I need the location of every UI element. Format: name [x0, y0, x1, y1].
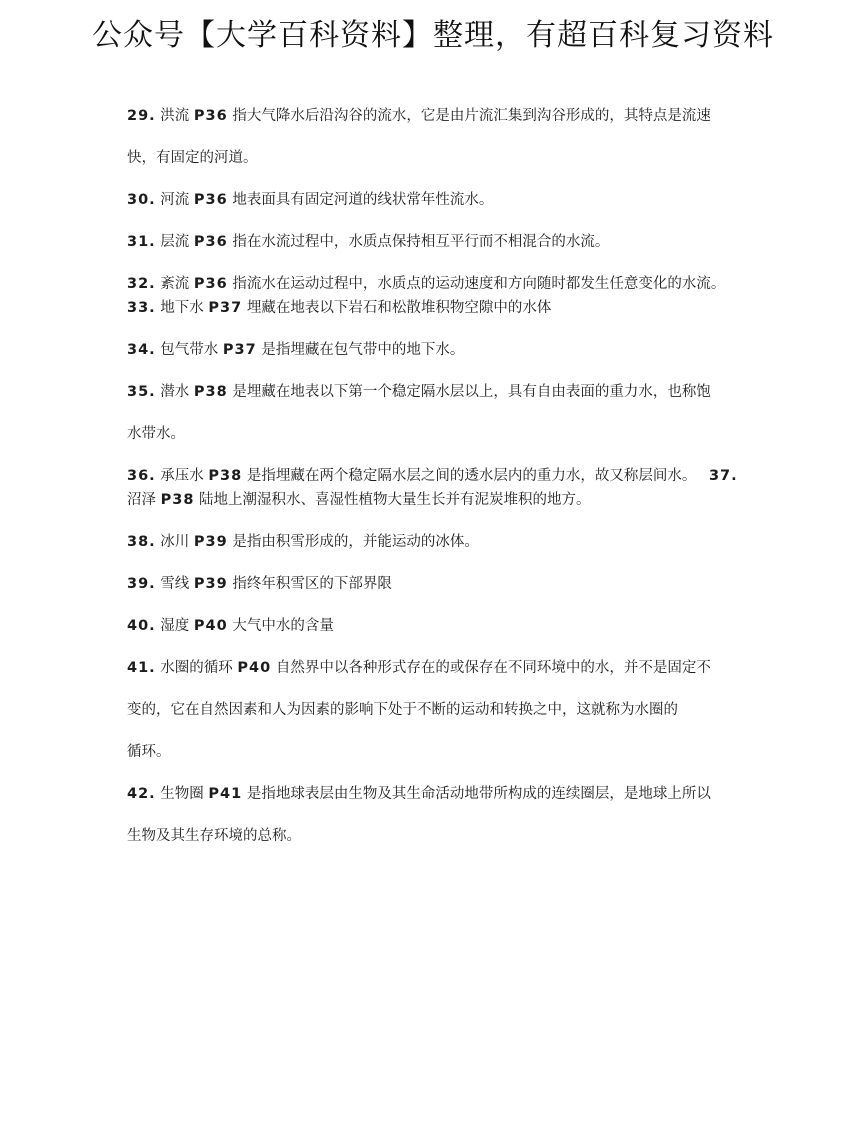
entry-term: 沼泽 [127, 492, 156, 508]
entry-number: 33. [127, 300, 156, 316]
entry-42 [127, 782, 747, 806]
entry-definition: 是指由积雪形成的，并能运动的冰体。 [232, 534, 479, 550]
entry-definition: 是埋藏在地表以下第一个稳定隔水层以上，具有自由表面的重力水，也称饱 [232, 384, 711, 400]
entry-number: 38. [127, 534, 156, 550]
entry-definition: 指大气降水后沿沟谷的流水，它是由片流汇集到沟谷形成的，其特点是流速 [232, 108, 711, 124]
entry-38 [127, 530, 747, 554]
entry-40 [127, 614, 747, 638]
entry-continuation: 变的，它在自然因素和人为因素的影响下处于不断的运动和转换之中，这就称为水圈的 [127, 702, 678, 718]
entry-term: 层流 [160, 234, 190, 250]
entry-32-33 [127, 272, 747, 320]
entry-definition: 大气中水的含量 [232, 618, 334, 634]
entry-definition: 指流水在运动过程中，水质点的运动速度和方向随时都发生任意变化的水流。 [232, 276, 726, 292]
entry-definition: 自然界中以各种形式存在的或保存在不同环境中的水，并不是固定不 [275, 660, 711, 676]
entry-term: 湿度 [160, 618, 190, 634]
entry-page-ref: P39 [193, 534, 228, 550]
entry-term: 水圈的循环 [160, 660, 233, 676]
entry-41 [127, 656, 747, 680]
entry-term: 地下水 [160, 300, 204, 316]
entry-term: 生物圈 [160, 786, 204, 802]
entry-term: 承压水 [160, 468, 204, 484]
entry-term: 雪线 [160, 576, 190, 592]
entry-page-ref: P37 [208, 300, 243, 316]
entry-page-ref: P36 [193, 276, 228, 292]
entry-39 [127, 572, 747, 596]
entry-page-ref: P38 [208, 468, 243, 484]
entry-number: 42. [127, 786, 156, 802]
entry-term: 潜水 [160, 384, 190, 400]
entry-definition: 是指埋藏在包气带中的地下水。 [261, 342, 465, 358]
entry-35 [127, 380, 747, 404]
entry-page-ref: P38 [160, 492, 195, 508]
entry-page-ref: P40 [237, 660, 272, 676]
entry-30 [127, 188, 747, 212]
entry-definition: 是指埋藏在两个稳定隔水层之间的透水层内的重力水，故又称层间水。 [246, 468, 697, 484]
entry-number: 37. [708, 468, 738, 484]
entry-term: 紊流 [160, 276, 190, 292]
entry-definition: 指终年积雪区的下部界限 [232, 576, 392, 592]
entry-31 [127, 230, 747, 254]
entry-page-ref: P39 [193, 576, 228, 592]
entry-definition: 指在水流过程中，水质点保持相互平行而不相混合的水流。 [232, 234, 610, 250]
entry-term: 河流 [160, 192, 190, 208]
entry-page-ref: P40 [193, 618, 228, 634]
document-body [127, 104, 747, 866]
entry-number: 40. [127, 618, 156, 634]
entry-number: 31. [127, 234, 156, 250]
entry-continuation: 循环。 [127, 744, 171, 760]
entry-page-ref: P37 [222, 342, 257, 358]
entry-36-37 [127, 464, 747, 512]
entry-number: 32. [127, 276, 156, 292]
entry-term: 冰川 [160, 534, 190, 550]
entry-number: 34. [127, 342, 156, 358]
entry-continuation: 生物及其生存环境的总称。 [127, 828, 301, 844]
entry-definition: 是指地球表层由生物及其生命活动地带所构成的连续圈层，是地球上所以 [246, 786, 711, 802]
entry-definition: 陆地上潮湿积水、喜湿性植物大量生长并有泥炭堆积的地方。 [199, 492, 591, 508]
entry-number: 39. [127, 576, 156, 592]
entry-page-ref: P38 [193, 384, 228, 400]
entry-definition: 地表面具有固定河道的线状常年性流水。 [232, 192, 494, 208]
entry-definition: 埋藏在地表以下岩石和松散堆积物空隙中的水体 [246, 300, 552, 316]
entry-number: 29. [127, 108, 156, 124]
entry-continuation: 水带水。 [127, 426, 185, 442]
entry-term: 包气带水 [160, 342, 219, 358]
entry-number: 35. [127, 384, 156, 400]
entry-page-ref: P36 [193, 192, 228, 208]
entry-page-ref: P36 [193, 234, 228, 250]
entry-continuation: 快，有固定的河道。 [127, 150, 258, 166]
entry-page-ref: P36 [193, 108, 228, 124]
page-header-title: 公众号【大学百科资料】整理，有超百科复习资料 [92, 18, 774, 53]
entry-page-ref: P41 [208, 786, 243, 802]
entry-34 [127, 338, 747, 362]
entry-term: 洪流 [160, 108, 190, 124]
entry-29 [127, 104, 747, 128]
entry-number: 30. [127, 192, 156, 208]
entry-number: 36. [127, 468, 156, 484]
entry-number: 41. [127, 660, 156, 676]
